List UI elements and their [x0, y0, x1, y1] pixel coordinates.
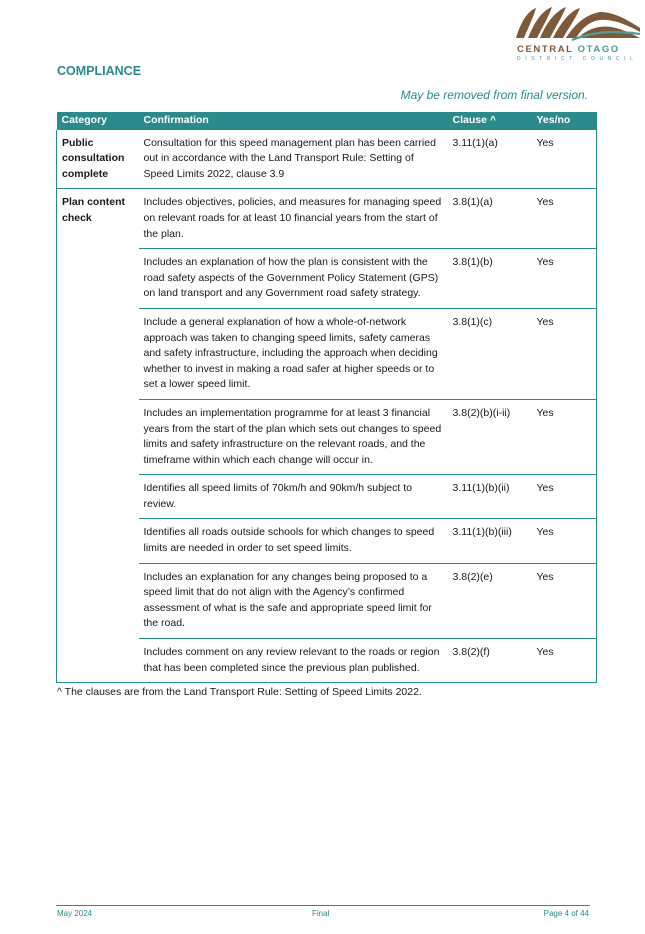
confirmation-cell: Consultation for this speed management plan has been carried out in accordance with the Land Transport Rule: Setting of Speed Limits 2022, clause 3.9: [139, 130, 448, 189]
logo-name-central: CENTRAL: [517, 44, 574, 55]
table-row: [57, 130, 597, 189]
clause-cell: 3.8(1)(a): [448, 189, 532, 249]
table-row: [57, 563, 597, 638]
table-row: [57, 189, 597, 249]
table-row: [57, 399, 597, 474]
confirmation-cell: Identifies all speed limits of 70km/h and 90km/h subject to review.: [139, 475, 448, 519]
clause-cell: 3.8(2)(e): [448, 563, 532, 638]
answer-cell: Yes: [532, 639, 597, 683]
category-cell: Plan content check: [57, 189, 139, 249]
hills-logo-icon: [512, 4, 644, 44]
confirmation-cell: Includes an explanation of how the plan is consistent with the road safety aspects of the Government Policy Statement (GPS) on land transport and any Government road safety strategy.: [139, 249, 448, 309]
clause-footnote: ^ The clauses are from the Land Transport Rule: Setting of Speed Limits 2022.: [57, 686, 422, 698]
category-cell: [57, 563, 139, 638]
answer-cell: Yes: [532, 399, 597, 474]
confirmation-cell: Identifies all roads outside schools for which changes to speed limits are needed in order to set speed limits.: [139, 519, 448, 563]
clause-cell: 3.8(2)(b)(i-ii): [448, 399, 532, 474]
table-row: [57, 639, 597, 683]
table-row: [57, 519, 597, 563]
header-clause: Clause ^: [448, 112, 532, 130]
category-cell: [57, 519, 139, 563]
logo-subtitle: DISTRICT COUNCIL: [517, 56, 638, 62]
logo-name: [517, 44, 620, 55]
category-cell: [57, 308, 139, 399]
footer-status: Final: [312, 909, 330, 918]
clause-cell: 3.8(2)(f): [448, 639, 532, 683]
answer-cell: Yes: [532, 519, 597, 563]
header-yes-no: Yes/no: [532, 112, 597, 130]
footer-page-number: Page 4 of 44: [543, 909, 589, 918]
header-confirmation: Confirmation: [139, 112, 448, 130]
answer-cell: Yes: [532, 563, 597, 638]
clause-cell: 3.11(1)(b)(iii): [448, 519, 532, 563]
category-cell: [57, 639, 139, 683]
answer-cell: Yes: [532, 130, 597, 189]
removal-note: May be removed from final version.: [400, 88, 588, 102]
confirmation-cell: Includes objectives, policies, and measures for managing speed on relevant roads for at least 10 financial years from the start of the plan.: [139, 189, 448, 249]
confirmation-cell: Includes an explanation for any changes being proposed to a speed limit that do not align with the Agency’s confirmed assessment of what is the safe and appropriate speed limit for the road.: [139, 563, 448, 638]
category-cell: [57, 399, 139, 474]
clause-cell: 3.11(1)(a): [448, 130, 532, 189]
answer-cell: Yes: [532, 249, 597, 309]
footer-divider: [56, 905, 590, 906]
clause-cell: 3.11(1)(b)(ii): [448, 475, 532, 519]
confirmation-cell: Includes comment on any review relevant to the roads or region that has been completed since the previous plan published.: [139, 639, 448, 683]
logo-name-otago: OTAGO: [577, 44, 620, 55]
table-row: [57, 249, 597, 309]
header-category: Category: [57, 112, 139, 130]
answer-cell: Yes: [532, 475, 597, 519]
page-heading: COMPLIANCE: [57, 64, 142, 78]
table-row: [57, 475, 597, 519]
clause-cell: 3.8(1)(c): [448, 308, 532, 399]
category-cell: Public consultation complete: [57, 130, 139, 189]
answer-cell: Yes: [532, 308, 597, 399]
council-logo: [512, 4, 644, 64]
footer-date: May 2024: [57, 909, 93, 918]
confirmation-cell: Includes an implementation programme for at least 3 financial years from the start of the plan which sets out changes to speed limits and safety infrastructure on the relevant roads, and the timeframe within which each change will occur in.: [139, 399, 448, 474]
confirmation-cell: Include a general explanation of how a whole-of-network approach was taken to changing speed limits, safety cameras and safety infrastructure, including the approach when deciding whether to invest in making a road safer at higher speeds or to set a lower speed limit.: [139, 308, 448, 399]
table-row: [57, 308, 597, 399]
compliance-table: [56, 112, 597, 683]
table-header-row: [57, 112, 597, 130]
clause-cell: 3.8(1)(b): [448, 249, 532, 309]
category-cell: [57, 475, 139, 519]
answer-cell: Yes: [532, 189, 597, 249]
category-cell: [57, 249, 139, 309]
